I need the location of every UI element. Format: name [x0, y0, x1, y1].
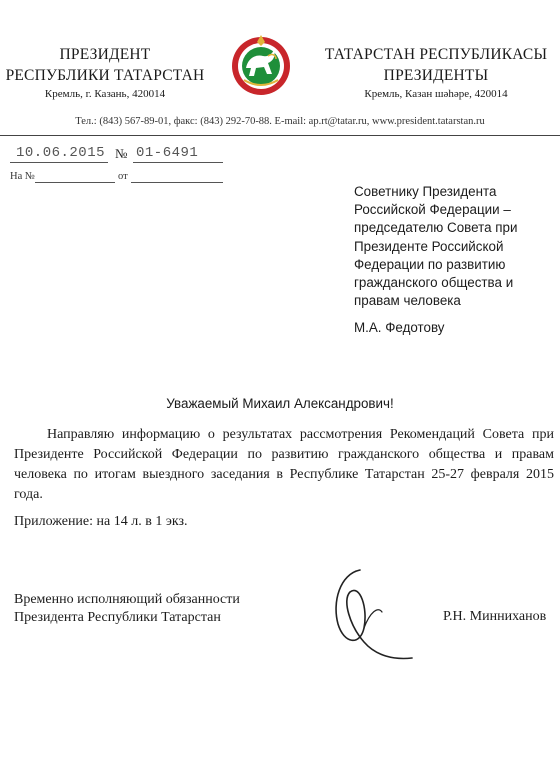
reply-label: На №	[10, 171, 35, 182]
letterhead-right-line1: ТАТАРСТАН РЕСПУБЛИКАСЫ	[324, 46, 548, 63]
registration-number-label: №	[115, 146, 128, 161]
registration-number-underline	[133, 162, 223, 163]
letterhead-left-line1: ПРЕЗИДЕНТ	[59, 46, 151, 63]
coat-of-arms-icon	[230, 32, 292, 98]
reply-number-underline	[35, 182, 115, 183]
letterhead-right-address: Кремль, Казан шәһәре, 420014	[364, 88, 508, 100]
letterhead-left-line2: РЕСПУБЛИКИ ТАТАРСТАН	[5, 67, 205, 84]
handwritten-signature	[320, 562, 430, 672]
letter-body: Направляю информацию о результатах рассмотрения Рекомендаций Совета при Президенте Российской Федерации по развитию гражданского общества и правам человека по итогам выездного заседания в Республике Татарстан 25-27 февраля 2015 года.	[14, 427, 554, 502]
letterhead-right	[312, 44, 560, 102]
letterhead-right-line2: ПРЕЗИДЕНТЫ	[383, 67, 489, 84]
addressee-line: Федерации по развитию	[354, 256, 506, 272]
signatory-title	[14, 591, 240, 627]
letterhead-contacts: Тел.: (843) 567-89-01, факс: (843) 292-70-88. E-mail: ap.rt@tatar.ru, www.president.tatarstan.ru	[75, 116, 485, 127]
registration-number: 01-6491	[136, 145, 199, 161]
reply-date-underline	[131, 182, 223, 183]
addressee-name: М.А. Федотову	[354, 320, 445, 335]
addressee-line: Российской Федерации –	[354, 202, 511, 218]
registration-date-underline	[10, 162, 108, 163]
signatory-title-line2: Президента Республики Татарстан	[14, 610, 221, 625]
letterhead-left	[0, 44, 210, 102]
letterhead-left-address: Кремль, г. Казань, 420014	[44, 88, 166, 100]
addressee-line: председателю Совета при	[354, 220, 518, 236]
addressee-block	[354, 183, 554, 310]
addressee-line: гражданского общества и	[354, 275, 514, 291]
addressee-line: правам человека	[354, 293, 461, 309]
letterhead-divider	[0, 135, 560, 136]
greeting: Уважаемый Михаил Александрович!	[166, 396, 394, 411]
signatory-title-line1: Временно исполняющий обязанности	[14, 592, 240, 607]
addressee-line: Президенте Российской	[354, 238, 504, 254]
reply-from-label: от	[118, 171, 128, 182]
registration-date: 10.06.2015	[16, 145, 106, 161]
addressee-line: Советнику Президента	[354, 184, 497, 199]
attachment-note: Приложение: на 14 л. в 1 экз.	[14, 514, 188, 529]
signatory-name: Р.Н. Минниханов	[443, 609, 547, 624]
